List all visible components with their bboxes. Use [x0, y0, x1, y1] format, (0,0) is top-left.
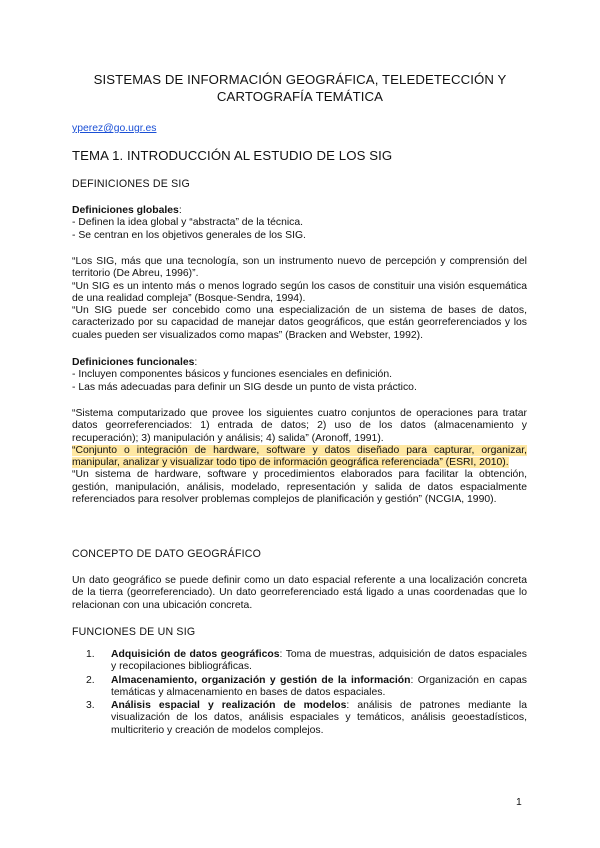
concepto-paragraph: Un dato geográfico se puede definir como un dato espacial referente a una localización concreta de la tierra (georreferenciado). Un dato georreferenciado está ligado a unas coordenadas que lo relacionan con una ubicación concreta. [72, 575, 527, 611]
document-title: SISTEMAS DE INFORMACIÓN GEOGRÁFICA, TELEDETECCIÓN Y CARTOGRAFÍA TEMÁTICA [93, 72, 507, 104]
item-number: 3. [86, 700, 95, 712]
item-text: Organización en capas temáticas y almacenamiento en bases de datos espaciales. [111, 674, 528, 698]
list-item: - Definen la idea global y “abstracta” de la técnica. [72, 217, 304, 229]
list-item: - Las más adecuadas para definir un SIG desde un punto de vista práctico. [72, 381, 417, 393]
quotes-globales [72, 256, 527, 342]
item-number: 2. [86, 674, 95, 686]
list-item: - Incluyen componentes básicos y funciones esenciales en definición. [72, 369, 392, 381]
item-title: Almacenamiento, organización y gestión de la información [111, 674, 411, 686]
list-item: 3. Análisis espacial y realización de modelos: análisis de patrones mediante la visualización de los datos, análisis espaciales y temáticos, análisis geoestadísticos, multicriterio y creación de modelos complejos. [86, 700, 528, 736]
item-text: Toma de muestras, adquisición de datos espaciales y recopilaciones bibliográficas. [111, 649, 527, 673]
chapter-title: TEMA 1. INTRODUCCIÓN AL ESTUDIO DE LOS SIG [72, 148, 393, 163]
item-title: Adquisición de datos geográficos [111, 649, 280, 660]
quote-aronoff: “Sistema computarizado que provee los siguientes cuatro conjuntos de operaciones para tratar datos georreferenciados: 1) entrada de datos; 2) uso de los datos (almacenamiento y recuperación); 3) manipulación y análisis; 4) salida” (Aronoff, 1991). [72, 408, 527, 444]
list-item: - Se centran en los objetivos generales de los SIG. [72, 229, 306, 241]
subheading-funcionales: Definiciones funcionales [72, 357, 195, 368]
item-title: Análisis espacial y realización de modelos [111, 700, 347, 712]
section-heading-definiciones: DEFINICIONES DE SIG [72, 178, 190, 190]
quote-esri-highlighted: “Conjunto o integración de hardware, software y datos diseñado para capturar, organizar, manipular, analizar y visualizar todo tipo de información geográfica referenciada” (ESRI, 2010). [72, 444, 527, 469]
quotes-funcionales [72, 408, 527, 506]
definiciones-globales: Definiciones globales: - Definen la idea global y “abstracta” de la técnica. - Se centran en los objetivos generales de los SIG. [72, 205, 527, 242]
page-number: 1 [516, 797, 522, 808]
section-heading-concepto: CONCEPTO DE DATO GEOGRÁFICO [72, 548, 262, 560]
quote-de-abreu: “Los SIG, más que una tecnología, son un instrumento nuevo de percepción y comprensión del territorio (De Abreu, 1996)”. [72, 256, 527, 280]
list-item: 1. Adquisición de datos geográficos: Toma de muestras, adquisición de datos espaciales y recopilaciones bibliográficas. [86, 649, 527, 673]
quote-bracken-webster: “Un SIG puede ser concebido como una especialización de un sistema de bases de datos, caracterizado por su capacidad de manejar datos geográficos, que están georreferenciados y los cuales pueden ser visualizados como mapas” (Bracken and Webster, 1992). [72, 305, 527, 341]
list-item: 2. Almacenamiento, organización y gestión de la información: Organización en capas temáticas y almacenamiento en bases de datos espaciales. [86, 674, 528, 698]
section-heading-funciones: FUNCIONES DE UN SIG [72, 626, 196, 638]
subheading-globales: Definiciones globales [72, 205, 179, 216]
item-text: análisis de patrones mediante la visualización de los datos, análisis espaciales y temáticos, análisis geoestadísticos, multicriterio y creación de modelos complejos. [111, 700, 528, 736]
definiciones-funcionales: Definiciones funcionales: - Incluyen componentes básicos y funciones esenciales en definición. - Las más adecuadas para definir un SIG desde un punto de vista práctico. [72, 357, 527, 394]
quote-bosque-sendra: “Un SIG es un intento más o menos logrado según los casos de constituir una visión esquemática de una realidad compleja” (Bosque-Sendra, 1994). [72, 280, 527, 304]
funciones-list [86, 649, 527, 738]
author-email-link[interactable]: yperez@go.ugr.es [72, 123, 157, 134]
item-number: 1. [86, 649, 95, 660]
quote-ncgia: “Un sistema de hardware, software y procedimientos elaborados para facilitar la obtención, gestión, manipulación, análisis, modelado, representación y salida de datos espacialmente referenciados para resolver problemas complejos de planificación y gestión” (NCGIA, 1990). [72, 469, 527, 506]
